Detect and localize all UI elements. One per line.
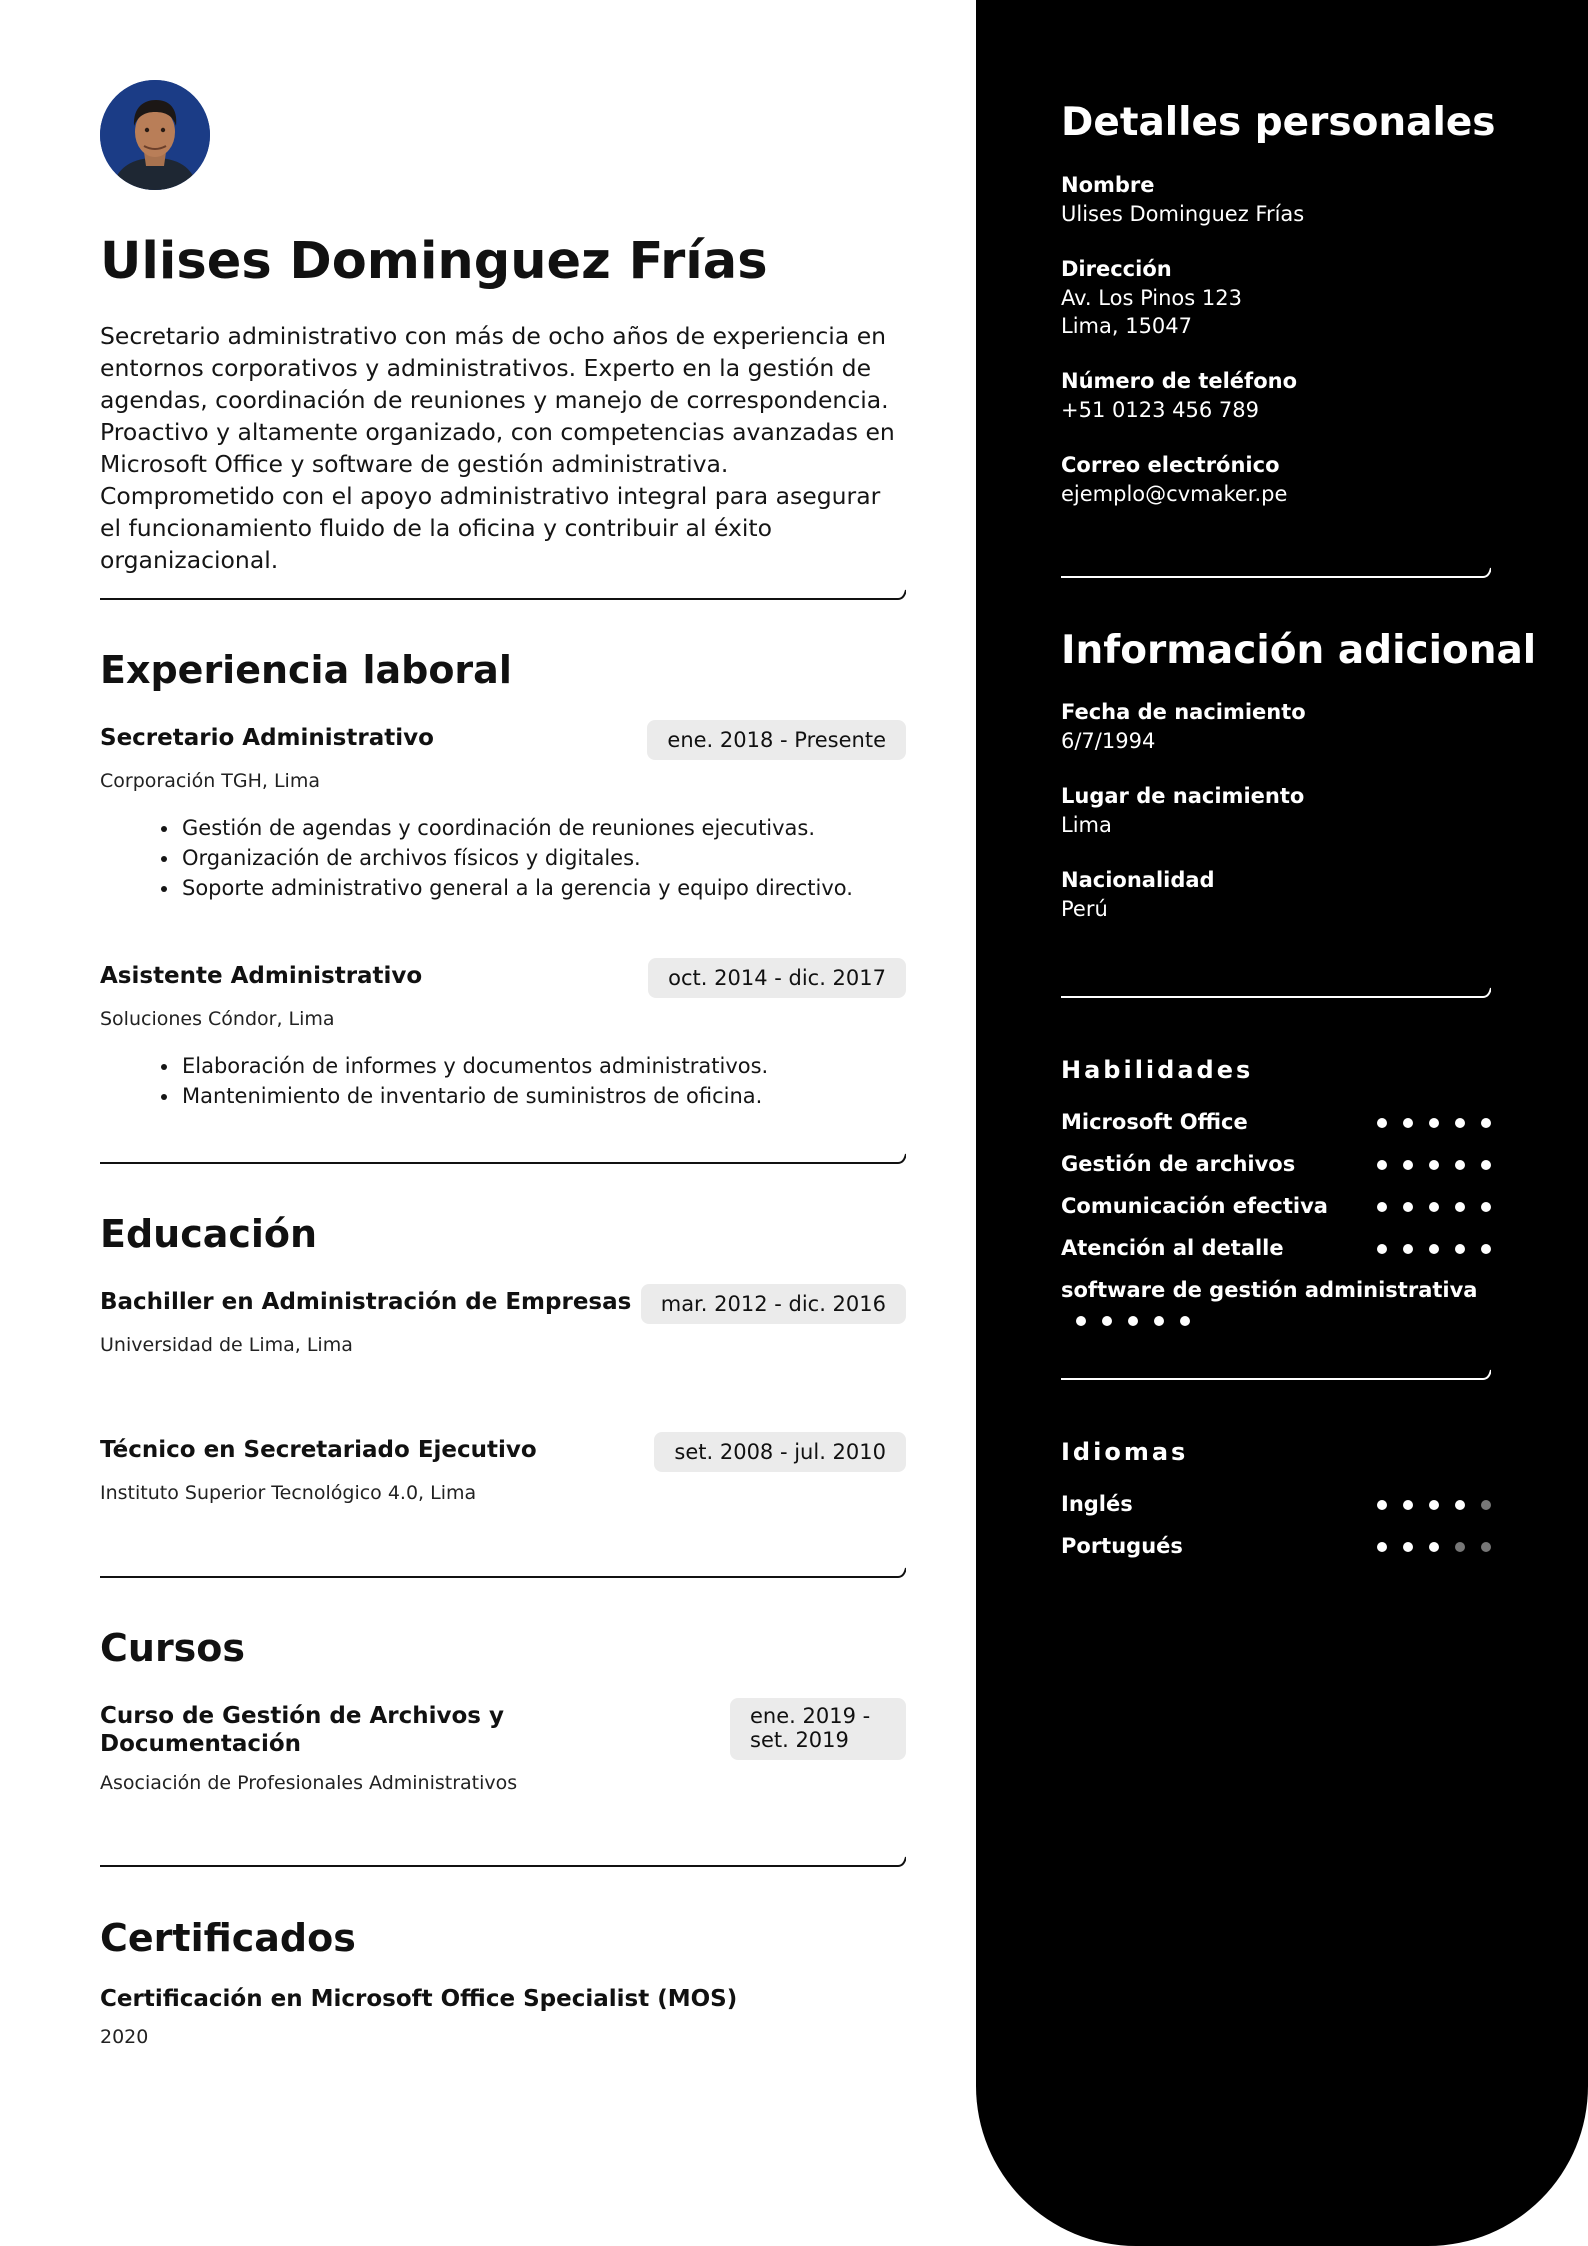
person-photo-icon bbox=[100, 80, 210, 190]
skill-name: Microsoft Office bbox=[1061, 1110, 1248, 1134]
courses-title: Cursos bbox=[100, 1626, 246, 1670]
rating-dot-empty bbox=[1481, 1500, 1491, 1510]
section-divider bbox=[1061, 980, 1491, 1000]
rating-dot-filled bbox=[1377, 1160, 1387, 1170]
rating-dot-filled bbox=[1076, 1316, 1086, 1326]
rating-dot-filled bbox=[1429, 1244, 1439, 1254]
list-item: • Mantenimiento de inventario de suministros de oficina. bbox=[180, 1081, 768, 1111]
language-row bbox=[1061, 1492, 1491, 1520]
list-item: • Soporte administrativo general a la gerencia y equipo directivo. bbox=[180, 873, 853, 903]
address-line-2: Lima, 15047 bbox=[1061, 314, 1193, 338]
rating-dot-filled bbox=[1377, 1244, 1387, 1254]
rating-dot-filled bbox=[1180, 1316, 1190, 1326]
certificate-year: 2020 bbox=[100, 2026, 149, 2048]
rating-dot-filled bbox=[1429, 1500, 1439, 1510]
section-divider bbox=[1061, 560, 1491, 580]
phone-label: Número de teléfono bbox=[1061, 369, 1297, 393]
skill-row bbox=[1061, 1110, 1491, 1138]
rating-dot-filled bbox=[1429, 1160, 1439, 1170]
nationality-value: Perú bbox=[1061, 897, 1108, 921]
skills-title: Habilidades bbox=[1061, 1056, 1254, 1084]
birthplace-value: Lima bbox=[1061, 813, 1112, 837]
additional-info-title: Información adicional bbox=[1061, 628, 1537, 673]
date-badge: ene. 2019 - set. 2019 bbox=[730, 1698, 906, 1760]
rating-dot-filled bbox=[1429, 1118, 1439, 1128]
section-divider bbox=[100, 582, 906, 602]
rating-dot-filled bbox=[1429, 1202, 1439, 1212]
skill-rating bbox=[1377, 1118, 1491, 1128]
birthdate-value: 6/7/1994 bbox=[1061, 729, 1156, 753]
list-item: • Organización de archivos físicos y digitales. bbox=[180, 843, 853, 873]
name-value: Ulises Dominguez Frías bbox=[1061, 202, 1305, 226]
rating-dot-filled bbox=[1481, 1244, 1491, 1254]
skill-row bbox=[1061, 1278, 1491, 1334]
responsibility-list bbox=[154, 813, 853, 903]
date-badge: ene. 2018 - Presente bbox=[647, 720, 906, 760]
section-divider bbox=[100, 1146, 906, 1166]
school: Instituto Superior Tecnológico 4.0, Lima bbox=[100, 1482, 477, 1504]
date-badge: mar. 2012 - dic. 2016 bbox=[641, 1284, 906, 1324]
degree-title: Técnico en Secretariado Ejecutivo bbox=[100, 1437, 537, 1463]
rating-dot-filled bbox=[1455, 1500, 1465, 1510]
avatar bbox=[100, 80, 210, 190]
degree-title: Bachiller en Administración de Empresas bbox=[100, 1289, 632, 1315]
date-badge: oct. 2014 - dic. 2017 bbox=[648, 958, 906, 998]
experience-title: Experiencia laboral bbox=[100, 648, 512, 692]
rating-dot-filled bbox=[1403, 1202, 1413, 1212]
rating-dot-filled bbox=[1377, 1500, 1387, 1510]
rating-dot-filled bbox=[1403, 1500, 1413, 1510]
skill-name: Atención al detalle bbox=[1061, 1236, 1284, 1260]
rating-dot-filled bbox=[1403, 1160, 1413, 1170]
nationality-label: Nacionalidad bbox=[1061, 868, 1215, 892]
rating-dot-filled bbox=[1455, 1202, 1465, 1212]
candidate-name: Ulises Dominguez Frías bbox=[100, 232, 768, 291]
job-title: Asistente Administrativo bbox=[100, 963, 423, 989]
address-line-1: Av. Los Pinos 123 bbox=[1061, 286, 1242, 310]
date-badge: set. 2008 - jul. 2010 bbox=[654, 1432, 906, 1472]
skill-rating bbox=[1377, 1202, 1491, 1212]
rating-dot-filled bbox=[1154, 1316, 1164, 1326]
rating-dot-filled bbox=[1403, 1244, 1413, 1254]
profile-summary: Secretario administrativo con más de ocho años de experiencia en entornos corporativos y administrativos. Experto en la gestión de agendas, coordinación de reuniones y manejo de correspondencia. Proactivo y altamente organizado, con competencias avanzadas en Microsoft Office y software de gestión administrativa. Comprometido con el apoyo administrativo integral para asegurar el funcionamiento fluido de la oficina y contribuir al éxito organizacional. bbox=[100, 322, 895, 574]
rating-dot-filled bbox=[1377, 1542, 1387, 1552]
rating-dot-filled bbox=[1455, 1160, 1465, 1170]
skill-row bbox=[1061, 1236, 1491, 1264]
course-org: Asociación de Profesionales Administrativos bbox=[100, 1772, 518, 1794]
rating-dot-filled bbox=[1429, 1542, 1439, 1552]
language-rating bbox=[1377, 1542, 1491, 1552]
birthdate-label: Fecha de nacimiento bbox=[1061, 700, 1306, 724]
list-item: • Elaboración de informes y documentos administrativos. bbox=[180, 1051, 768, 1081]
section-divider bbox=[1061, 1362, 1491, 1382]
course-title: Curso de Gestión de Archivos y Documentación bbox=[100, 1703, 504, 1757]
rating-dot-filled bbox=[1481, 1160, 1491, 1170]
rating-dot-filled bbox=[1102, 1316, 1112, 1326]
skill-rating bbox=[1377, 1160, 1491, 1170]
rating-dot-filled bbox=[1128, 1316, 1138, 1326]
skill-row bbox=[1061, 1194, 1491, 1222]
rating-dot-filled bbox=[1403, 1118, 1413, 1128]
rating-dot-filled bbox=[1481, 1202, 1491, 1212]
sidebar bbox=[976, 0, 1588, 2246]
rating-dot-filled bbox=[1403, 1542, 1413, 1552]
skill-row bbox=[1061, 1152, 1491, 1180]
birthplace-label: Lugar de nacimiento bbox=[1061, 784, 1305, 808]
skill-name: Gestión de archivos bbox=[1061, 1152, 1296, 1176]
phone-value[interactable]: +51 0123 456 789 bbox=[1061, 398, 1259, 422]
school: Universidad de Lima, Lima bbox=[100, 1334, 353, 1356]
skill-name: software de gestión administrativa bbox=[1061, 1278, 1478, 1302]
section-divider bbox=[100, 1560, 906, 1580]
rating-dot-filled bbox=[1455, 1244, 1465, 1254]
languages-title: Idiomas bbox=[1061, 1438, 1189, 1466]
job-title: Secretario Administrativo bbox=[100, 725, 434, 751]
rating-dot-empty bbox=[1455, 1542, 1465, 1552]
language-name: Inglés bbox=[1061, 1492, 1133, 1516]
language-name: Portugués bbox=[1061, 1534, 1183, 1558]
name-label: Nombre bbox=[1061, 173, 1155, 197]
rating-dot-filled bbox=[1377, 1118, 1387, 1128]
certificates-title: Certificados bbox=[100, 1916, 356, 1960]
rating-dot-filled bbox=[1455, 1118, 1465, 1128]
company: Corporación TGH, Lima bbox=[100, 770, 320, 792]
skill-name: Comunicación efectiva bbox=[1061, 1194, 1328, 1218]
responsibility-list bbox=[154, 1051, 768, 1111]
list-item: • Gestión de agendas y coordinación de reuniones ejecutivas. bbox=[180, 813, 853, 843]
rating-dot-filled bbox=[1481, 1118, 1491, 1128]
personal-details-title: Detalles personales bbox=[1061, 100, 1496, 145]
email-value[interactable]: ejemplo@cvmaker.pe bbox=[1061, 482, 1288, 506]
certificate-name: Certificación en Microsoft Office Specialist (MOS) bbox=[100, 1986, 738, 2012]
email-label: Correo electrónico bbox=[1061, 453, 1280, 477]
address-label: Dirección bbox=[1061, 257, 1172, 281]
education-title: Educación bbox=[100, 1212, 318, 1256]
language-row bbox=[1061, 1534, 1491, 1562]
rating-dot-empty bbox=[1481, 1542, 1491, 1552]
language-rating bbox=[1377, 1500, 1491, 1510]
section-divider bbox=[100, 1849, 906, 1869]
company: Soluciones Cóndor, Lima bbox=[100, 1008, 335, 1030]
skill-rating bbox=[1076, 1316, 1190, 1326]
skill-rating bbox=[1377, 1244, 1491, 1254]
rating-dot-filled bbox=[1377, 1202, 1387, 1212]
